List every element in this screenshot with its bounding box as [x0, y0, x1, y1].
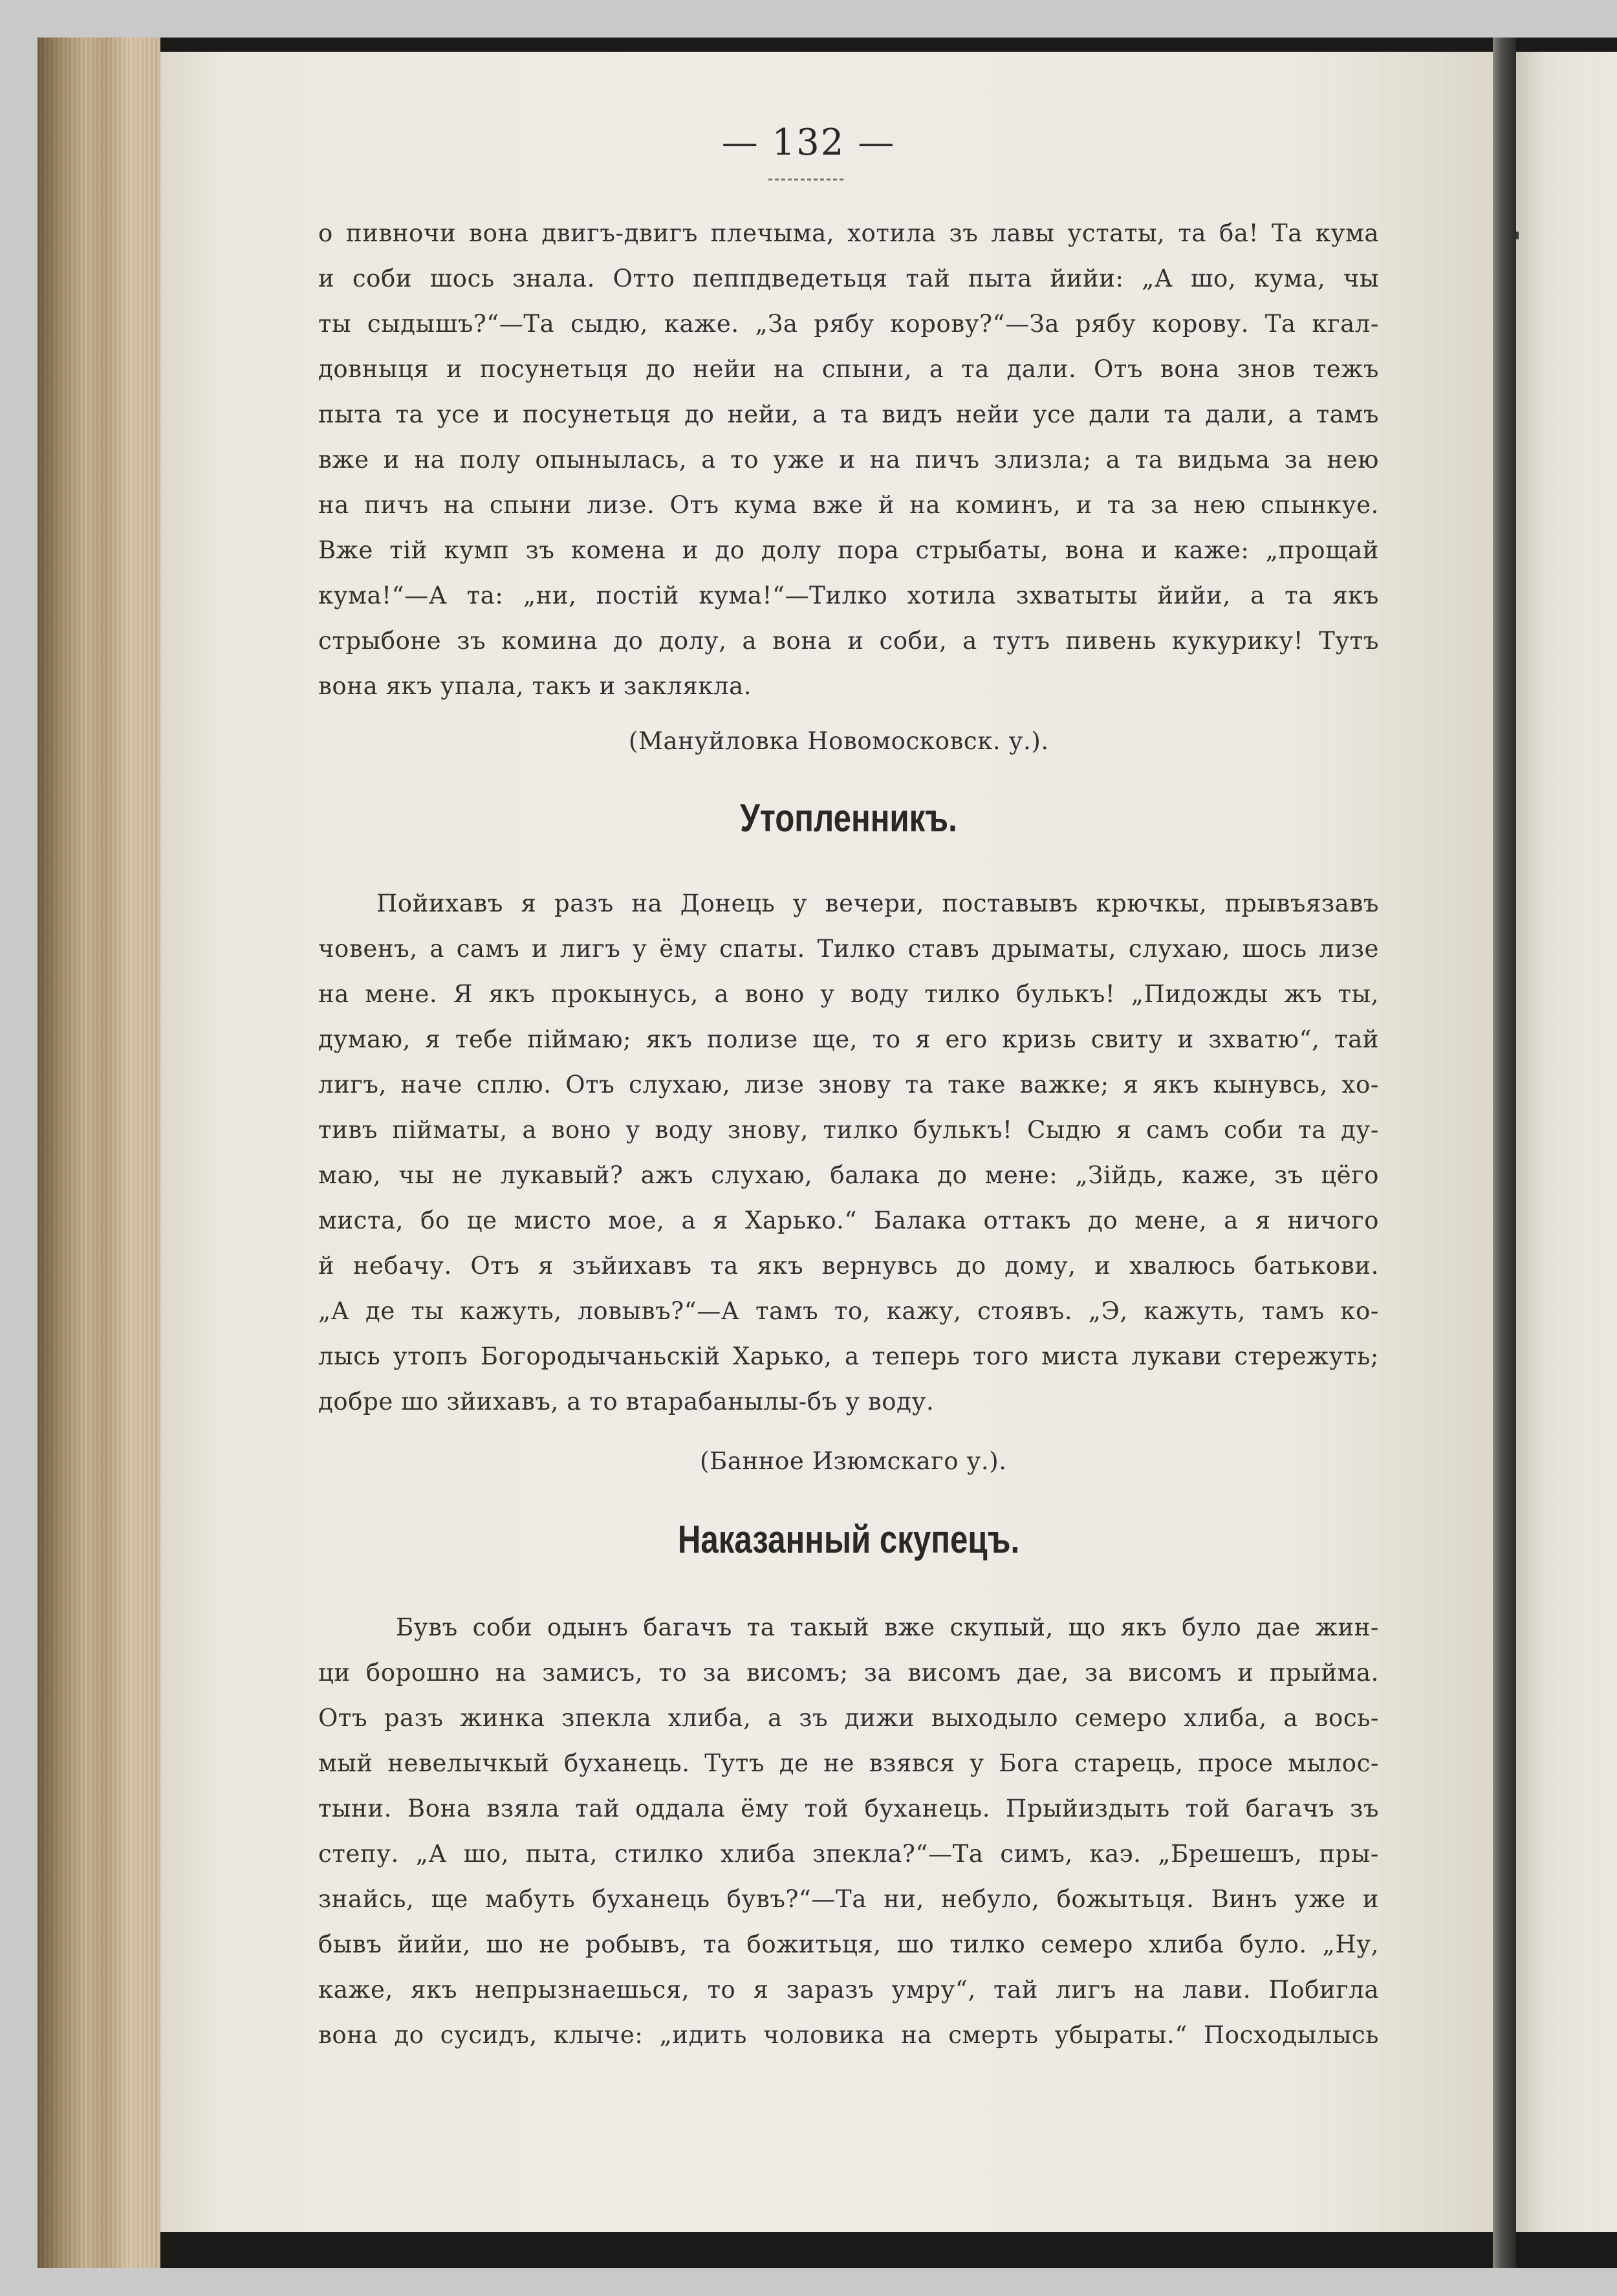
text-line: вона якъ упала, такъ и заклякла. [318, 672, 752, 700]
text-line: знайсь, ще мабуть буханець бувъ?“—Та ни, небуло, божытьця. Винъ уже и [318, 1885, 1379, 1913]
text-line: Бувъ соби одынъ багачъ та такый вже скупый, що якъ було дае жин- [396, 1613, 1379, 1641]
text-line: пыта та усе и посунетьця до нейи, а та видъ нейи усе дали та дали, а тамъ [318, 400, 1379, 428]
text-line: бывъ йийи, шо не робывъ, та божитьця, шо тилко семеро хлиба було. „Ну, [318, 1930, 1379, 1958]
story-title: Утопленникъ. [740, 796, 957, 840]
page-number: — 132 — [721, 122, 896, 164]
text-line: миста, бо це мисто мое, а я Харько.“ Балака оттакъ до мене, а я ничого [318, 1207, 1379, 1234]
text-line: о пивночи вона двигъ-двигъ плечыма, хотила зъ лавы устаты, та ба! Та кума [318, 219, 1379, 247]
text-line: й небачу. Отъ я зъйихавъ та якъ вернувсь до дому, и хвалюсь батькови. [318, 1252, 1379, 1280]
text-line: довныця и посунетьця до нейи на спыни, а та дали. Отъ вона знов тежъ [318, 355, 1379, 383]
text-line: Вже тій кумп зъ комена и до долу пора стрыбаты, вона и каже: „прощай [318, 536, 1379, 564]
text-line: лысь утопъ Богородычаньскій Харько, а теперь того миста лукави стережуть; [318, 1342, 1379, 1370]
text-line: добре шо зйихавъ, а то втарабанылы-бъ у воду. [318, 1388, 935, 1416]
text-line: ты сыдышъ?“—Та сыдю, каже. „За рябу корову?“—За рябу корову. Та кгал- [318, 310, 1379, 338]
text-line: човенъ, а самъ и лигъ у ёму спаты. Тилко ставъ дрыматы, слухаю, шось лизе [318, 935, 1379, 963]
text-line: вона до сусидъ, клыче: „идить чоловика на смерть убыраты.“ Посходылысь [318, 2021, 1379, 2049]
text-line: степу. „А шо, пыта, стилко хлиба зпекла?“—Та симъ, каэ. „Брешешъ, пры- [318, 1840, 1379, 1868]
text-line: каже, якъ непрызнаешься, то я заразъ умру“, тай лигъ на лави. Побигла [318, 1976, 1379, 2004]
citation: (Мануйловка Новомосковск. у.). [629, 727, 1049, 755]
text-line: тивъ пійматы, а воно у воду знову, тилко булькъ! Сыдю я самъ соби та ду- [318, 1116, 1379, 1144]
story-title: Наказанный скупецъ. [677, 1518, 1020, 1561]
text-line: лигъ, наче сплю. Отъ слухаю, лизе знову та таке важке; я якъ кынувсь, хо- [318, 1071, 1379, 1099]
text-line: вже и на полу опынылась, а то уже и на пичъ злизла; а та видьма за нею [318, 446, 1379, 474]
page-number-underline [768, 179, 846, 180]
text-line: тыни. Вона взяла тай оддала ёму той буханець. Прыйиздыть той багачъ зъ [318, 1795, 1379, 1822]
text-line: „А де ты кажуть, ловывъ?“—А тамъ то, кажу, стоявъ. „Э, кажуть, тамъ ко- [318, 1297, 1379, 1325]
text-line: маю, чы не лукавый? ажъ слухаю, балака до мене: „Зійдь, каже, зъ цёго [318, 1161, 1379, 1189]
text-line: на пичъ на спыни лизе. Отъ кума вже й на коминъ, и та за нею спынкуе. [318, 491, 1379, 519]
text-line: думаю, я тебе піймаю; якъ полизе ще, то я его кризь свиту и зхватю“, тай [318, 1025, 1379, 1053]
text-line: Отъ разъ жинка зпекла хлиба, а зъ дижи выходыло семеро хлиба, а вось- [318, 1704, 1379, 1732]
text-line: кума!“—А та: „ни, постій кума!“—Тилко хотила зхватыты йийи, а та якъ [318, 582, 1379, 609]
text-line: ци борошно на замисъ, то за висомъ; за висомъ дае, за висомъ и прыйма. [318, 1659, 1379, 1687]
text-line: на мене. Я якъ прокынусь, а воно у воду тилко булькъ! „Пидожды жъ ты, [318, 980, 1379, 1008]
text-line: стрыбоне зъ комина до долу, а вона и соби, а тутъ пивень кукурику! Тутъ [318, 627, 1379, 655]
text-line: Пойихавъ я разъ на Донець у вечери, поставывъ крючкы, прывъязавъ [376, 890, 1379, 917]
text-line: мый невелычкый буханець. Тутъ де не взявся у Бога старець, просе мылос- [318, 1749, 1379, 1777]
book-page-edges [38, 38, 160, 2268]
text-line: и соби шось знала. Отто пеппдведетьця тай пыта йийи: „А шо, кума, чы [318, 265, 1379, 292]
right-page-fragment [1516, 52, 1617, 2232]
citation: (Банное Изюмскаго у.). [700, 1447, 1007, 1475]
book-gutter-shadow [1493, 38, 1516, 2268]
